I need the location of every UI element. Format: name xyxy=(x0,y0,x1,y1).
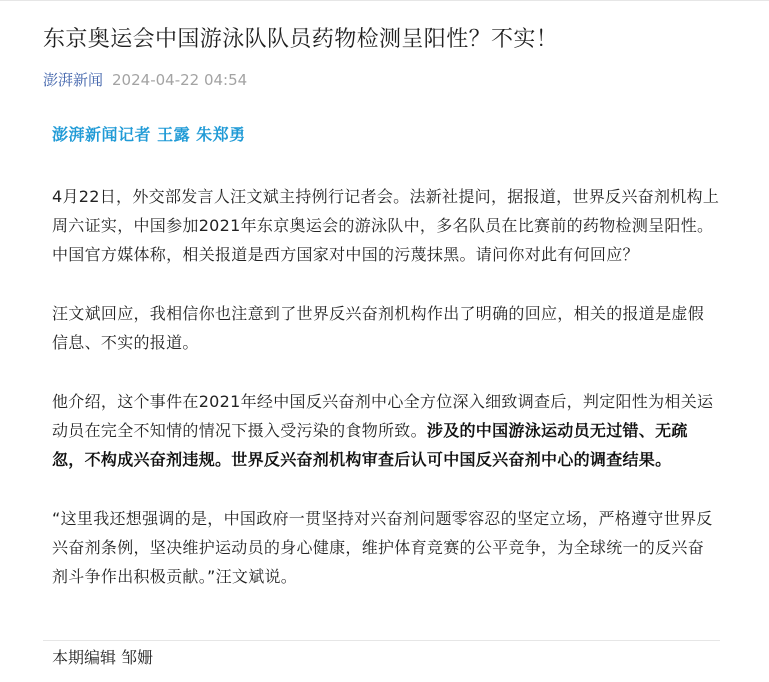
paragraph-2: 汪文斌回应，我相信你也注意到了世界反兴奋剂机构作出了明确的回应，相关的报道是虚假信息、不实的报道。 xyxy=(52,304,705,352)
top-divider xyxy=(0,0,769,1)
publish-time: 2024-04-22 04:54 xyxy=(112,71,248,89)
paragraph-3-text: 他介绍，这个事件在2021年经中国反兴奋剂中心全方位深入细致调查后，判定阳性为相关运动员在完全不知情的情况下摄入受污染的食物所致。 xyxy=(52,392,714,440)
paragraph-4: “这里我还想强调的是，中国政府一贯坚持对兴奋剂问题零容忍的坚定立场，严格遵守世界反兴奋剂条例，坚决维护运动员的身心健康，维护体育竞赛的公平竞争，为全球统一的反兴奋剂斗争作出积极贡献。”汪文斌说。 xyxy=(52,509,713,586)
paragraph-3-bold-text: 涉及的中国游泳运动员无过错、无疏忽，不构成兴奋剂违规。世界反兴奋剂机构审查后认可中国反兴奋剂中心的调查结果。 xyxy=(52,421,688,469)
bottom-divider xyxy=(43,640,720,641)
article-meta xyxy=(43,69,247,91)
article-body xyxy=(52,120,720,591)
source-link[interactable]: 澎湃新闻 xyxy=(43,71,104,89)
article-title: 东京奥运会中国游泳队队员药物检测呈阳性？不实！ xyxy=(43,27,559,52)
byline: 澎湃新闻记者 王露 朱郑勇 xyxy=(52,125,246,144)
paragraph-3 xyxy=(52,387,720,474)
paragraph-1: 4月22日，外交部发言人汪文斌主持例行记者会。法新社提问，据报道，世界反兴奋剂机构上周六证实，中国参加2021年东京奥运会的游泳队中，多名队员在比赛前的药物检测呈阳性。中国官方媒体称，相关报道是西方国家对中国的污蔑抹黑。请问你对此有何回应？ xyxy=(52,187,720,264)
editor-credit: 本期编辑 邹姗 xyxy=(52,648,154,667)
